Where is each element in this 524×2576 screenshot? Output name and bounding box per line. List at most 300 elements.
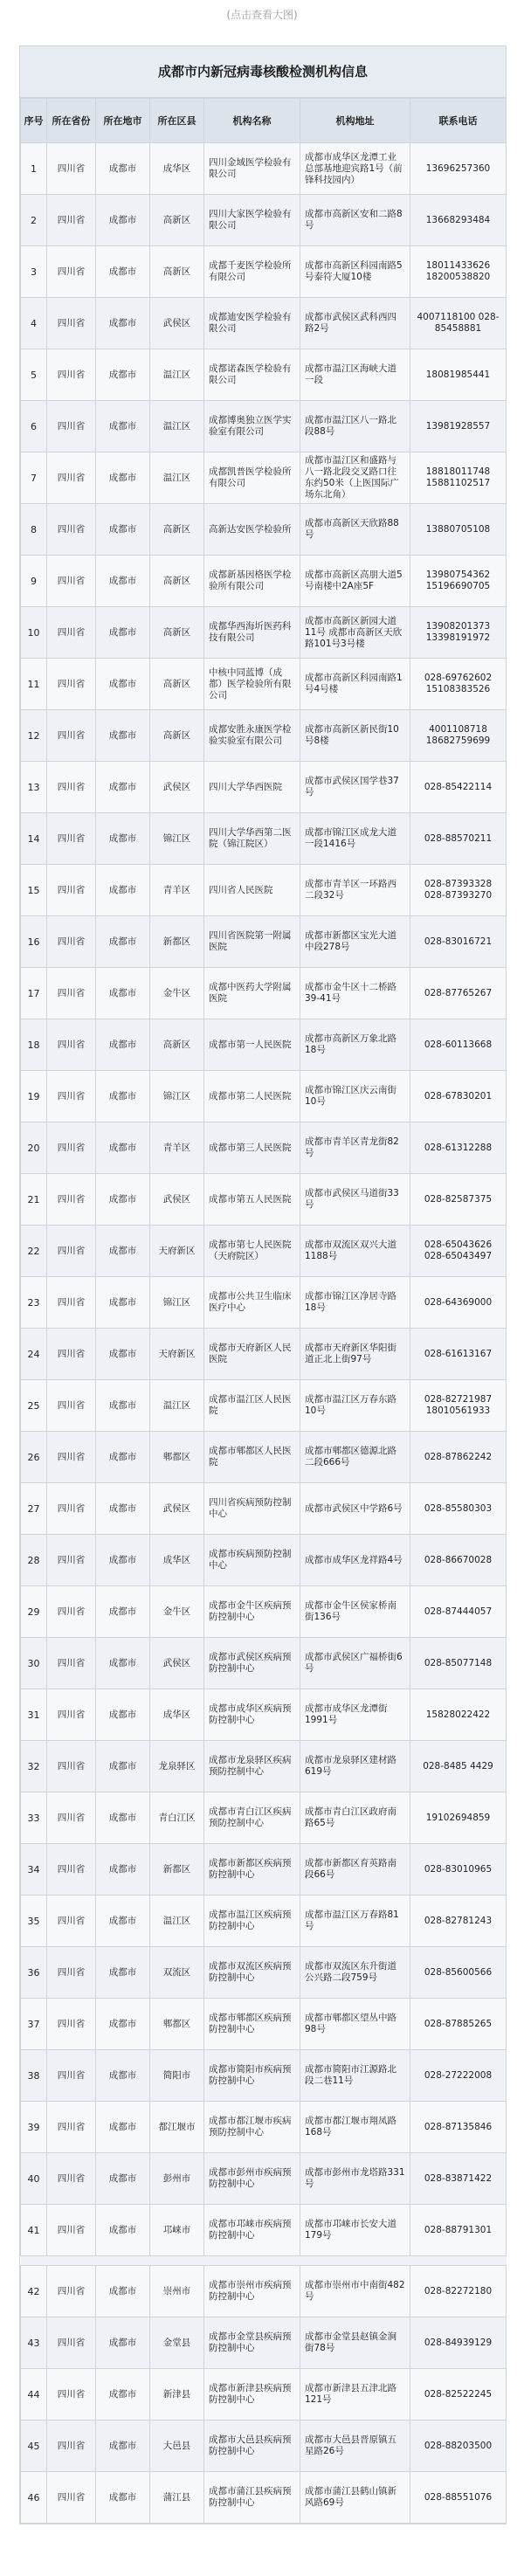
row-province: 四川省 [47,1019,96,1071]
table-row [21,1380,507,1432]
row-index: 20 [21,1122,47,1174]
row-province: 四川省 [47,1432,96,1483]
row-address: 成都市成华区龙潭工业总部基地迎宾路1号（前锋科技园内） [300,143,410,195]
row-city: 成都市 [96,2205,150,2256]
row-address: 成都市高新区科园南路5号泰符大厦10楼 [300,246,410,298]
row-city: 成都市 [96,1380,150,1432]
table-row [21,2472,507,2524]
table-row [21,143,507,195]
row-index: 25 [21,1380,47,1432]
row-index: 23 [21,1277,47,1329]
row-institution-name: 成都中医药大学附属医院 [204,968,300,1019]
row-index: 26 [21,1432,47,1483]
row-city: 成都市 [96,916,150,968]
table-row [21,865,507,916]
institution-table [20,98,507,2524]
row-district: 金牛区 [150,968,204,1019]
row-institution-name: 四川大学华西第二医院（锦江院区） [204,813,300,865]
row-city: 成都市 [96,1638,150,1689]
table-row [21,1226,507,1277]
row-city: 成都市 [96,1689,150,1741]
row-city: 成都市 [96,1741,150,1792]
table-row [21,1792,507,1844]
row-province: 四川省 [47,1586,96,1638]
row-phone: 13981928557 [410,401,507,452]
row-index: 13 [21,762,47,813]
row-province: 四川省 [47,1226,96,1277]
row-district: 郫都区 [150,1999,204,2050]
row-institution-name: 成都市第七人民医院（天府院区） [204,1226,300,1277]
header-institution: 机构名称 [204,99,300,143]
row-district: 天府新区 [150,1226,204,1277]
row-province: 四川省 [47,143,96,195]
row-phone: 13880705108 [410,504,507,556]
row-address: 成都市温江区万春路81号 [300,1896,410,1947]
row-institution-name: 成都市第三人民医院 [204,1122,300,1174]
row-city: 成都市 [96,2266,150,2317]
row-index: 42 [21,2266,47,2317]
table-row [21,1071,507,1122]
row-address: 成都市龙泉驿区建材路619号 [300,1741,410,1792]
info-table-panel [19,45,507,2524]
row-city: 成都市 [96,2153,150,2205]
row-index: 12 [21,710,47,762]
row-index: 35 [21,1896,47,1947]
row-address: 成都市武侯区中学路6号 [300,1483,410,1535]
row-institution-name: 四川大家医学检验有限公司 [204,195,300,246]
row-phone: 028-85077148 [410,1638,507,1689]
row-phone: 028-87862242 [410,1432,507,1483]
row-institution-name: 成都市天府新区人民医院 [204,1329,300,1380]
row-address: 成都市武侯区广福桥街6号 [300,1638,410,1689]
row-phone: 028-86670028 [410,1535,507,1586]
row-district: 温江区 [150,401,204,452]
row-index: 15 [21,865,47,916]
row-index: 7 [21,452,47,504]
table-row [21,504,507,556]
row-province: 四川省 [47,246,96,298]
table-row [21,1432,507,1483]
row-city: 成都市 [96,2317,150,2369]
row-city: 成都市 [96,1586,150,1638]
table-row [21,246,507,298]
row-address: 成都市武侯区武科西四路2号 [300,298,410,349]
row-institution-name: 高新达安医学检验所 [204,504,300,556]
image-caption[interactable]: (点击查看大图) [226,9,298,21]
row-institution-name: 成都市蒲江县疾病预防控制中心 [204,2472,300,2524]
row-city: 成都市 [96,1535,150,1586]
row-address: 成都市温江区海峡大道一段 [300,349,410,401]
row-institution-name: 成都凯普医学检验所有限公司 [204,452,300,504]
row-district: 青羊区 [150,865,204,916]
row-city: 成都市 [96,1174,150,1226]
section-gap-cell [21,2256,507,2266]
row-index: 2 [21,195,47,246]
row-index: 45 [21,2421,47,2472]
table-row [21,349,507,401]
row-district: 双流区 [150,1947,204,1999]
row-address: 成都市青羊区青龙街82号 [300,1122,410,1174]
table-row [21,2153,507,2205]
row-institution-name: 成都市郫都区疾病预防控制中心 [204,1999,300,2050]
row-address: 成都市金牛区侯家桥南街136号 [300,1586,410,1638]
row-province: 四川省 [47,1999,96,2050]
table-row [21,298,507,349]
row-index: 8 [21,504,47,556]
table-row [21,2421,507,2472]
row-address: 成都市高新区天欣路88号 [300,504,410,556]
row-province: 四川省 [47,1947,96,1999]
row-address: 成都市高新区新民街10号8楼 [300,710,410,762]
row-institution-name: 成都市龙泉驿区疾病预防控制中心 [204,1741,300,1792]
row-address: 成都市天府新区华阳街道正北上街97号 [300,1329,410,1380]
row-phone: 028-88570211 [410,813,507,865]
row-address: 成都市郫都区德源北路二段666号 [300,1432,410,1483]
row-district: 高新区 [150,556,204,607]
row-province: 四川省 [47,298,96,349]
row-city: 成都市 [96,1226,150,1277]
row-phone: 19102694859 [410,1792,507,1844]
row-address: 成都市高新区高朋大道5号南楼中2A座5F [300,556,410,607]
row-institution-name: 成都市疾病预防控制中心 [204,1535,300,1586]
row-district: 武侯区 [150,1638,204,1689]
row-index: 43 [21,2317,47,2369]
row-institution-name: 成都市公共卫生临床医疗中心 [204,1277,300,1329]
row-city: 成都市 [96,1277,150,1329]
row-address: 成都市新都区育英路南段66号 [300,1844,410,1896]
row-province: 四川省 [47,916,96,968]
row-institution-name: 四川金域医学检验有限公司 [204,143,300,195]
row-address: 成都市简阳市江源路北段二巷11号 [300,2050,410,2102]
row-phone: 028-61312288 [410,1122,507,1174]
row-province: 四川省 [47,762,96,813]
row-institution-name: 成都诺森医学检验有限公司 [204,349,300,401]
row-district: 蒲江县 [150,2472,204,2524]
row-address: 成都市大邑县晋原镇五星路26号 [300,2421,410,2472]
row-district: 金牛区 [150,1586,204,1638]
row-institution-name: 成都市温江区疾病预防控制中心 [204,1896,300,1947]
row-address: 成都市蒲江县鹤山镇新风路69号 [300,2472,410,2524]
row-city: 成都市 [96,298,150,349]
row-phone: 028-64369000 [410,1277,507,1329]
table-row [21,2102,507,2153]
row-province: 四川省 [47,710,96,762]
row-institution-name: 成都市彭州市疾病预防控制中心 [204,2153,300,2205]
row-phone: 028-83871422 [410,2153,507,2205]
row-district: 青白江区 [150,1792,204,1844]
row-address: 成都市彭州市龙塔路331号 [300,2153,410,2205]
row-district: 高新区 [150,607,204,659]
header-province: 所在省份 [47,99,96,143]
row-phone: 028-88203500 [410,2421,507,2472]
row-index: 11 [21,659,47,710]
row-institution-name: 成都市简阳市疾病预防控制中心 [204,2050,300,2102]
row-institution-name: 成都安胜永康医学检验实验室有限公司 [204,710,300,762]
row-province: 四川省 [47,968,96,1019]
row-index: 17 [21,968,47,1019]
row-institution-name: 成都市第二人民医院 [204,1071,300,1122]
table-title: 成都市内新冠病毒核酸检测机构信息 [20,46,506,98]
row-city: 成都市 [96,1483,150,1535]
row-phone: 028-8485 4429 [410,1741,507,1792]
row-city: 成都市 [96,813,150,865]
row-district: 温江区 [150,1380,204,1432]
row-city: 成都市 [96,1844,150,1896]
table-row [21,1947,507,1999]
row-institution-name: 成都博奥独立医学实验室有限公司 [204,401,300,452]
row-district: 青羊区 [150,1122,204,1174]
row-index: 39 [21,2102,47,2153]
row-city: 成都市 [96,607,150,659]
table-row [21,1174,507,1226]
table-row [21,1122,507,1174]
row-index: 41 [21,2205,47,2256]
row-phone: 18081985441 [410,349,507,401]
row-phone: 028-85580303 [410,1483,507,1535]
row-index: 44 [21,2369,47,2421]
table-row [21,659,507,710]
row-phone: 028-83010965 [410,1844,507,1896]
row-institution-name: 成都市新都区疾病预防控制中心 [204,1844,300,1896]
row-city: 成都市 [96,2102,150,2153]
row-province: 四川省 [47,556,96,607]
row-district: 高新区 [150,246,204,298]
row-address: 成都市高新区新园大道11号 成都市高新区天欣路101号3号楼 [300,607,410,659]
row-province: 四川省 [47,2317,96,2369]
row-index: 22 [21,1226,47,1277]
row-phone: 15828022422 [410,1689,507,1741]
row-city: 成都市 [96,2421,150,2472]
row-phone: 028-83016721 [410,916,507,968]
row-province: 四川省 [47,659,96,710]
row-province: 四川省 [47,1380,96,1432]
row-city: 成都市 [96,1432,150,1483]
table-row [21,1896,507,1947]
row-phone: 028-87885265 [410,1999,507,2050]
row-institution-name: 中核中同蓝博（成都）医学检验所有限公司 [204,659,300,710]
row-district: 都江堰市 [150,2102,204,2153]
row-district: 高新区 [150,710,204,762]
row-district: 郫都区 [150,1432,204,1483]
row-phone: 028-82721987 18010561933 [410,1380,507,1432]
table-row [21,1277,507,1329]
table-section-gap [21,2256,507,2266]
row-address: 成都市高新区万象北路18号 [300,1019,410,1071]
row-phone: 18818011748 15881102517 [410,452,507,504]
row-province: 四川省 [47,2153,96,2205]
row-phone: 18011433626 18200538820 [410,246,507,298]
row-address: 成都市青白江区政府南路65号 [300,1792,410,1844]
row-address: 成都市成华区龙潭街1991号 [300,1689,410,1741]
table-row [21,1638,507,1689]
row-city: 成都市 [96,143,150,195]
row-phone: 028-85600566 [410,1947,507,1999]
row-address: 成都市郫都区望丛中路98号 [300,1999,410,2050]
row-district: 高新区 [150,504,204,556]
row-address: 成都市温江区和盛路与八一路北段交叉路口往东约50米（上医国际广场东北角） [300,452,410,504]
row-address: 成都市金牛区十二桥路39-41号 [300,968,410,1019]
row-address: 成都市成华区龙祥路4号 [300,1535,410,1586]
row-institution-name: 成都市邛崃市疾病预防控制中心 [204,2205,300,2256]
row-institution-name: 四川省疾病预防控制中心 [204,1483,300,1535]
table-row [21,2369,507,2421]
row-city: 成都市 [96,504,150,556]
row-district: 武侯区 [150,298,204,349]
row-province: 四川省 [47,2102,96,2153]
table-row [21,2317,507,2369]
row-district: 彭州市 [150,2153,204,2205]
row-city: 成都市 [96,2050,150,2102]
row-address: 成都市双流区东升街道公兴路二段759号 [300,1947,410,1999]
row-phone: 028-60113668 [410,1019,507,1071]
row-phone: 13696257360 [410,143,507,195]
table-row [21,556,507,607]
row-institution-name: 成都市成华区疾病预防控制中心 [204,1689,300,1741]
row-province: 四川省 [47,2421,96,2472]
row-address: 成都市都江堰市翔凤路168号 [300,2102,410,2153]
row-institution-name: 成都市崇州市疾病预防控制中心 [204,2266,300,2317]
row-address: 成都市温江区八一路北段88号 [300,401,410,452]
row-city: 成都市 [96,710,150,762]
row-address: 成都市青羊区一环路西二段32号 [300,865,410,916]
table-row [21,1329,507,1380]
table-row [21,2266,507,2317]
row-district: 成华区 [150,143,204,195]
row-institution-name: 成都市都江堰市疾病预防控制中心 [204,2102,300,2153]
row-address: 成都市金堂县赵镇金涧街78号 [300,2317,410,2369]
row-phone: 028-87444057 [410,1586,507,1638]
row-district: 邛崃市 [150,2205,204,2256]
row-city: 成都市 [96,1122,150,1174]
row-province: 四川省 [47,1122,96,1174]
row-district: 温江区 [150,349,204,401]
row-province: 四川省 [47,1071,96,1122]
row-district: 温江区 [150,1896,204,1947]
row-province: 四川省 [47,1535,96,1586]
table-row [21,1689,507,1741]
row-district: 温江区 [150,452,204,504]
row-district: 崇州市 [150,2266,204,2317]
table-row [21,1999,507,2050]
row-district: 成华区 [150,1689,204,1741]
table-row [21,401,507,452]
table-row [21,762,507,813]
row-index: 40 [21,2153,47,2205]
row-index: 37 [21,1999,47,2050]
row-institution-name: 四川省医院第一附属医院 [204,916,300,968]
row-city: 成都市 [96,659,150,710]
row-city: 成都市 [96,1329,150,1380]
row-district: 金堂县 [150,2317,204,2369]
row-province: 四川省 [47,1277,96,1329]
row-province: 四川省 [47,2266,96,2317]
row-address: 成都市武侯区国学巷37号 [300,762,410,813]
row-institution-name: 成都市青白江区疾病预防控制中心 [204,1792,300,1844]
row-city: 成都市 [96,762,150,813]
row-city: 成都市 [96,452,150,504]
row-address: 成都市锦江区庆云南街10号 [300,1071,410,1122]
row-institution-name: 成都市第一人民医院 [204,1019,300,1071]
row-phone: 028-87393328 028-87393270 [410,865,507,916]
row-province: 四川省 [47,1689,96,1741]
header-district: 所在区县 [150,99,204,143]
row-institution-name: 成都市武侯区疾病预防控制中心 [204,1638,300,1689]
row-index: 1 [21,143,47,195]
row-phone: 028-27222008 [410,2050,507,2102]
row-province: 四川省 [47,1638,96,1689]
row-index: 36 [21,1947,47,1999]
row-district: 成华区 [150,1535,204,1586]
row-institution-name: 成都市第五人民医院 [204,1174,300,1226]
header-phone: 联系电话 [410,99,507,143]
row-address: 成都市锦江区成龙大道一段1416号 [300,813,410,865]
row-province: 四川省 [47,1792,96,1844]
row-address: 成都市高新区科园南路1号4号楼 [300,659,410,710]
row-city: 成都市 [96,2369,150,2421]
row-district: 高新区 [150,195,204,246]
row-address: 成都市新津县五津北路121号 [300,2369,410,2421]
row-phone: 028-69762602 15108383526 [410,659,507,710]
row-province: 四川省 [47,1896,96,1947]
row-index: 3 [21,246,47,298]
row-phone: 4001108718 18682759699 [410,710,507,762]
row-district: 简阳市 [150,2050,204,2102]
row-institution-name: 成都市郫都区人民医院 [204,1432,300,1483]
row-district: 新都区 [150,916,204,968]
row-province: 四川省 [47,813,96,865]
row-index: 31 [21,1689,47,1741]
row-district: 武侯区 [150,1174,204,1226]
row-district: 大邑县 [150,2421,204,2472]
row-index: 9 [21,556,47,607]
row-city: 成都市 [96,246,150,298]
row-address: 成都市锦江区净居寺路18号 [300,1277,410,1329]
row-city: 成都市 [96,1792,150,1844]
row-address: 成都市武侯区马道街33号 [300,1174,410,1226]
row-institution-name: 四川省人民医院 [204,865,300,916]
row-index: 24 [21,1329,47,1380]
row-phone: 028-82272180 [410,2266,507,2317]
row-institution-name: 成都市金牛区疾病预防控制中心 [204,1586,300,1638]
row-district: 高新区 [150,659,204,710]
header-row [21,99,507,143]
row-index: 14 [21,813,47,865]
row-district: 锦江区 [150,1277,204,1329]
row-index: 6 [21,401,47,452]
row-district: 新都区 [150,1844,204,1896]
table-row [21,1019,507,1071]
row-address: 成都市高新区安和二路8号 [300,195,410,246]
row-institution-name: 成都新基因格医学检验所有限公司 [204,556,300,607]
table-row [21,1483,507,1535]
table-row [21,1741,507,1792]
row-institution-name: 成都市新津县疾病预防控制中心 [204,2369,300,2421]
row-address: 成都市温江区万春东路10号 [300,1380,410,1432]
row-address: 成都市双流区双兴大道1188号 [300,1226,410,1277]
row-province: 四川省 [47,1741,96,1792]
table-body [21,143,507,2524]
table-row [21,195,507,246]
row-phone: 13908201373 13398191972 [410,607,507,659]
row-city: 成都市 [96,349,150,401]
row-province: 四川省 [47,865,96,916]
row-province: 四川省 [47,2205,96,2256]
row-institution-name: 成都千麦医学检验所有限公司 [204,246,300,298]
row-index: 19 [21,1071,47,1122]
row-district: 天府新区 [150,1329,204,1380]
row-city: 成都市 [96,195,150,246]
row-city: 成都市 [96,2472,150,2524]
